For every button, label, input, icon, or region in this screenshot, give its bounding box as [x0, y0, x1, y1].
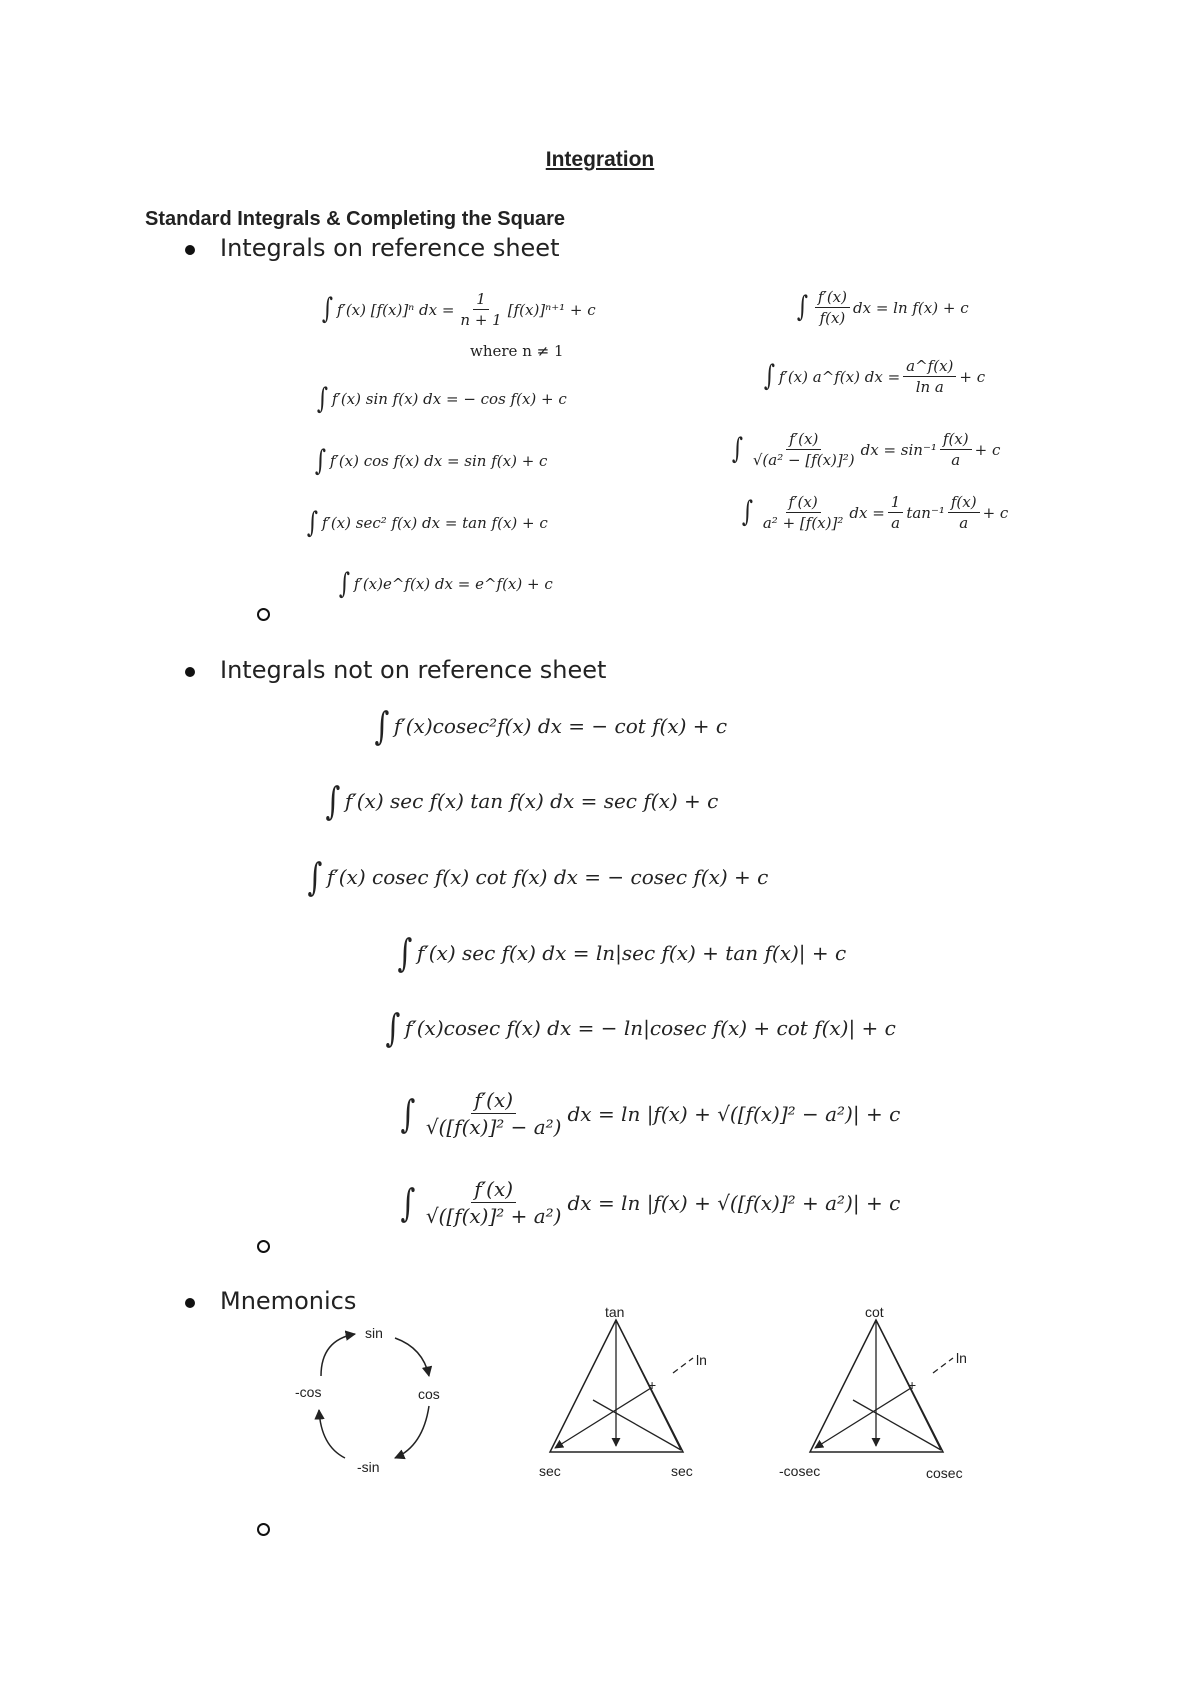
- integral-sign: ∫: [307, 855, 323, 899]
- eq-lhs: f′(x) [f(x)]ⁿ dx =: [336, 300, 455, 319]
- eq-text: f′(x) sec² f(x) dx = tan f(x) + c: [321, 514, 548, 533]
- eq-rhs: dx =: [849, 503, 885, 522]
- triangle-top-label: tan: [605, 1304, 625, 1320]
- fraction: [940, 430, 972, 469]
- fraction-numerator: f′(x): [471, 1177, 516, 1203]
- ref-right-equation: [740, 493, 1008, 532]
- fraction-denominator: f(x): [819, 309, 846, 327]
- fraction: [457, 290, 504, 329]
- cycle-arrow: [321, 1334, 355, 1376]
- ref-left-equation: [337, 567, 553, 600]
- eq-text: f′(x) sec f(x) tan f(x) dx = sec f(x) + c: [344, 789, 719, 813]
- ref-right-equation: [762, 357, 985, 396]
- triangle-side-label: ln: [956, 1350, 967, 1366]
- triangle-bottom-right-label: cosec: [926, 1465, 963, 1481]
- bullet-dot: [185, 667, 195, 677]
- ref-right-equation: [795, 288, 969, 327]
- triangle-plus-label: +: [908, 1377, 917, 1393]
- fraction-numerator: f(x): [948, 493, 980, 513]
- fraction-denominator: √([f(x)]² − a²): [425, 1115, 562, 1139]
- triangle-top-label: cot: [865, 1304, 884, 1320]
- fraction-numerator: f′(x): [786, 430, 821, 450]
- eq-rhs: + c: [959, 367, 986, 386]
- bullet-not-reference: Integrals not on reference sheet: [220, 656, 607, 684]
- eq-rhs: + c: [974, 440, 1001, 459]
- non-ref-equation: [395, 931, 847, 975]
- eq-text: f′(x) cosec f(x) cot f(x) dx = − cosec f(x) + c: [326, 865, 769, 889]
- triangle-bottom-left-label: -cosec: [779, 1463, 821, 1479]
- integral-sign: ∫: [400, 1180, 416, 1225]
- bullet-reference: Integrals on reference sheet: [220, 234, 560, 262]
- eq-text: f′(x)cosec²f(x) dx = − cot f(x) + c: [393, 714, 728, 738]
- non-ref-equation: [323, 779, 719, 823]
- eq-mid: tan⁻¹: [906, 503, 945, 522]
- mnemonic-diagrams: [293, 1304, 993, 1530]
- cycle-arrow: [319, 1410, 345, 1458]
- cycle-label-right: cos: [418, 1386, 440, 1402]
- integral-sign: ∫: [316, 382, 329, 415]
- eq-text: f′(x) cos f(x) dx = sin f(x) + c: [329, 452, 548, 471]
- fraction-numerator: f′(x): [815, 288, 850, 308]
- eq-rhs: dx = sin⁻¹: [860, 440, 937, 459]
- fraction: [750, 430, 858, 469]
- fraction-numerator: f′(x): [786, 493, 821, 513]
- cycle-arrow: [395, 1406, 429, 1458]
- ref-right-equation: [730, 430, 1000, 469]
- eq-rhs: dx = ln |f(x) + √([f(x)]² − a²)| + c: [567, 1101, 901, 1126]
- eq-text: f′(x)cosec f(x) dx = − ln|cosec f(x) + cot f(x)| + c: [404, 1016, 896, 1040]
- triangle-arrow: [555, 1388, 651, 1448]
- triangle-dashed: [933, 1358, 953, 1373]
- sub-bullet-circle: [257, 1240, 270, 1253]
- fraction-denominator: √(a² − [f(x)]²): [752, 451, 855, 469]
- fraction-numerator: a^f(x): [903, 357, 956, 377]
- integral-sign: ∫: [374, 704, 390, 748]
- integral-sign: ∫: [397, 931, 413, 975]
- integral-sign: ∫: [385, 1006, 401, 1050]
- integral-sign: ∫: [338, 567, 351, 600]
- non-ref-equation: [398, 1088, 900, 1139]
- fraction-denominator: a: [959, 514, 969, 532]
- triangle-plus-label: +: [648, 1377, 657, 1393]
- eq-rhs: dx = ln |f(x) + √([f(x)]² + a²)| + c: [567, 1190, 901, 1215]
- eq-text: f′(x)e^f(x) dx = e^f(x) + c: [353, 575, 553, 594]
- fraction-numerator: 1: [473, 290, 489, 310]
- tan-sec-triangle: [539, 1304, 707, 1479]
- cycle-arrow: [395, 1338, 429, 1376]
- eq-lhs: f′(x) a^f(x) dx =: [778, 367, 901, 386]
- cot-cosec-triangle: [779, 1304, 967, 1481]
- integral-sign: ∫: [731, 432, 744, 466]
- eq-rhs: dx = ln f(x) + c: [852, 298, 969, 317]
- non-ref-equation: [372, 704, 728, 748]
- derivative-cycle: [295, 1325, 440, 1475]
- bullet-dot: [185, 245, 195, 255]
- fraction-denominator: ln a: [915, 378, 944, 396]
- fraction-denominator: √([f(x)]² + a²): [425, 1204, 562, 1228]
- cycle-label-left: -cos: [295, 1384, 322, 1400]
- non-ref-equation: [383, 1006, 896, 1050]
- integral-sign: ∫: [400, 1091, 416, 1136]
- fraction-denominator: a: [891, 514, 901, 532]
- non-ref-equation: [398, 1177, 900, 1228]
- ref-left-equation: [305, 506, 548, 539]
- fraction: [948, 493, 980, 532]
- fraction: [888, 493, 904, 532]
- fraction-denominator: a² + [f(x)]²: [762, 514, 844, 532]
- integral-sign: ∫: [796, 290, 809, 324]
- triangle-bottom-right-label: sec: [671, 1463, 693, 1479]
- fraction-numerator: f′(x): [471, 1088, 516, 1114]
- eq-rhs: + c: [982, 503, 1009, 522]
- integral-sign: ∫: [306, 506, 319, 539]
- ref-left-equation: [320, 290, 596, 329]
- eq-rhs: [f(x)]ⁿ⁺¹ + c: [507, 300, 596, 319]
- ref-left-equation: [313, 444, 548, 477]
- ref-left-equation: [315, 382, 567, 415]
- eq-text: f′(x) sin f(x) dx = − cos f(x) + c: [331, 390, 567, 409]
- integral-sign: ∫: [741, 495, 754, 529]
- bullet-dot: [185, 1298, 195, 1308]
- sub-bullet-circle: [257, 1523, 270, 1536]
- fraction: [423, 1088, 565, 1139]
- cycle-label-bottom: -sin: [357, 1459, 380, 1475]
- triangle-bottom-left-label: sec: [539, 1463, 561, 1479]
- eq-text: f′(x) sec f(x) dx = ln|sec f(x) + tan f(x)| + c: [416, 941, 847, 965]
- page-title: Integration: [545, 148, 655, 171]
- non-ref-equation: [305, 855, 769, 899]
- integral-sign: ∫: [314, 444, 327, 477]
- section-heading: Standard Integrals & Completing the Square: [145, 208, 566, 230]
- fraction-denominator: a: [951, 451, 961, 469]
- triangle-arrow: [815, 1388, 911, 1448]
- reference-note: where n ≠ 1: [470, 342, 564, 360]
- bullet-mnemonics: Mnemonics: [220, 1287, 357, 1315]
- fraction: [423, 1177, 565, 1228]
- fraction: [815, 288, 850, 327]
- triangle-dashed: [673, 1358, 693, 1373]
- integral-sign: ∫: [763, 359, 776, 393]
- fraction-numerator: f(x): [940, 430, 972, 450]
- fraction: [760, 493, 847, 532]
- integral-sign: ∫: [321, 292, 334, 326]
- fraction: [903, 357, 956, 396]
- fraction-numerator: 1: [888, 493, 904, 513]
- cycle-label-top: sin: [365, 1325, 383, 1341]
- triangle-side-label: ln: [696, 1352, 707, 1368]
- sub-bullet-circle: [257, 608, 270, 621]
- fraction-denominator: n + 1: [460, 311, 502, 329]
- integral-sign: ∫: [325, 779, 341, 823]
